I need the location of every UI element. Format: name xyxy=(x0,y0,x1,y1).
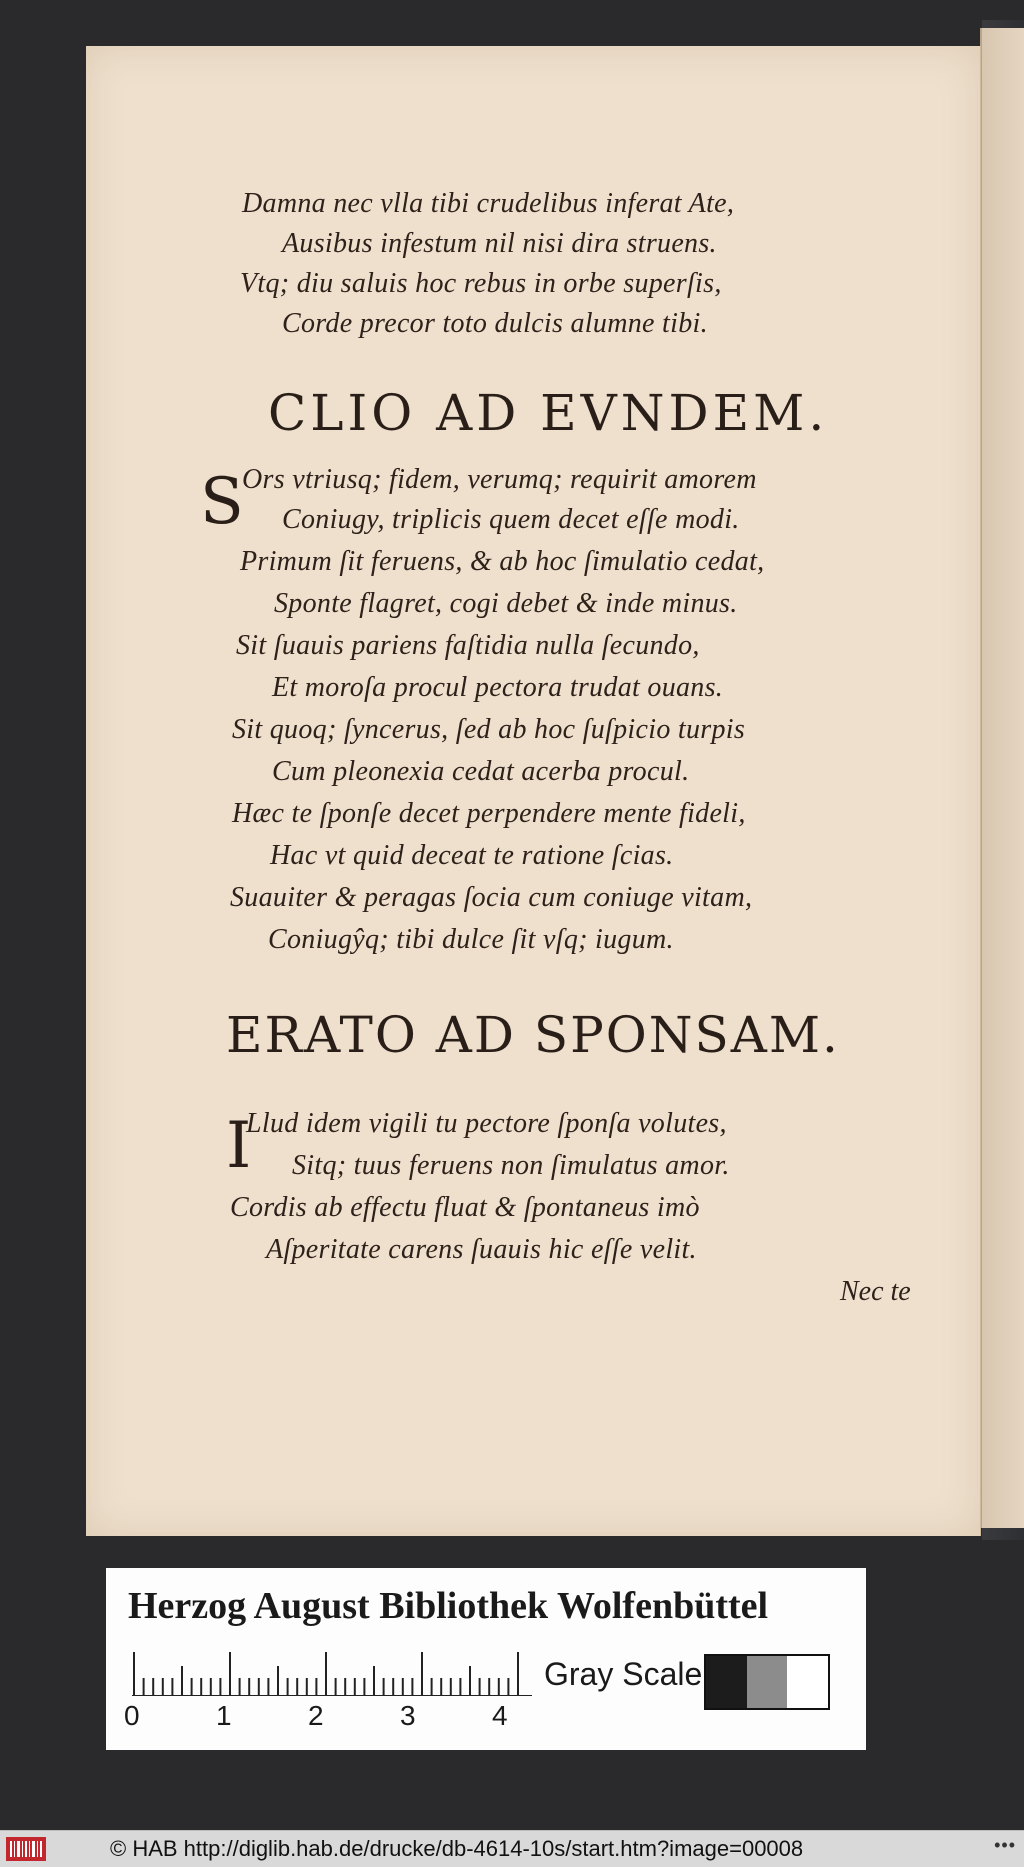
verse-line: Sponte flagret, cogi debet & inde minus. xyxy=(274,588,738,619)
verse-line: Cordis ab effectu fluat & ſpontaneus imò xyxy=(230,1192,700,1223)
verse-line: Corde precor toto dulcis alumne tibi. xyxy=(282,308,708,339)
verse-line: Hæc te ſponſe decet perpendere mente fideli, xyxy=(232,798,746,829)
gray-scale-swatches xyxy=(704,1654,830,1710)
verse-line: Primum ſit feruens, & ab hoc ſimulatio cedat, xyxy=(240,546,765,577)
verse-line: Hac vt quid deceat te ratione ſcias. xyxy=(270,840,674,871)
verse-line: Sitq; tuus feruens non ſimulatus amor. xyxy=(292,1150,730,1181)
gray-scale-label: Gray Scale xyxy=(544,1656,703,1692)
swatch-gray xyxy=(747,1656,788,1708)
ruler-number: 4 xyxy=(492,1700,508,1731)
more-menu-icon[interactable]: ••• xyxy=(994,1835,1016,1855)
swatch-white xyxy=(787,1656,828,1708)
verse-line: Sit quoq; ſyncerus, ſed ab hoc ſuſpicio turpis xyxy=(232,714,746,745)
ruler-number: 1 xyxy=(216,1700,232,1731)
library-name: Herzog August Bibliothek Wolfenbüttel xyxy=(128,1585,769,1627)
verse-line: Ausibus infestum nil nisi dira struens. xyxy=(282,228,717,259)
source-url-link[interactable]: © HAB http://diglib.hab.de/drucke/db-4614-10s/start.htm?image=00008 xyxy=(110,1836,804,1861)
calibration-card xyxy=(106,1568,866,1750)
ruler-scale xyxy=(132,1652,532,1696)
adjacent-page-edge xyxy=(980,28,1024,1528)
verse-line: Llud idem vigili tu pectore ſponſa volutes, xyxy=(246,1108,727,1139)
ruler-number: 0 xyxy=(124,1700,140,1731)
verse-line: Damna nec vlla tibi crudelibus inferat Ate, xyxy=(242,188,735,219)
section-heading: CLIO AD EVNDEM. xyxy=(268,384,829,442)
verse-line: Suauiter & peragas ſocia cum coniuge vitam, xyxy=(230,882,753,913)
catchword: Nec te xyxy=(840,1276,911,1307)
verse-line: Et moroſa procul pectora trudat ouans. xyxy=(272,672,724,703)
verse-line: Ors vtriusq; fidem, verumq; requirit amorem xyxy=(242,464,757,495)
section-heading: ERATO AD SPONSAM. xyxy=(226,1006,840,1064)
verse-line: Cum pleonexia cedat acerba procul. xyxy=(272,756,690,787)
verse-line: Vtq; diu saluis hoc rebus in orbe superſis, xyxy=(240,268,722,299)
verse-line: Coniugy, triplicis quem decet eſſe modi. xyxy=(282,504,740,535)
ruler-number: 3 xyxy=(400,1700,416,1731)
ruler-number: 2 xyxy=(308,1700,324,1731)
verse-line: Sit ſuauis pariens faſtidia nulla ſecundo, xyxy=(236,630,700,661)
swatch-black xyxy=(706,1656,747,1708)
drop-cap: S xyxy=(200,465,244,539)
drop-cap: I xyxy=(226,1109,252,1183)
barcode-logo-icon xyxy=(6,1837,46,1861)
book-page xyxy=(86,46,981,1536)
verse-line: Coniugŷq; tibi dulce ſit vſq; iugum. xyxy=(268,924,674,955)
verse-line: Aſperitate carens ſuauis hic eſſe velit. xyxy=(266,1234,697,1265)
footer-bar xyxy=(0,1830,1024,1867)
